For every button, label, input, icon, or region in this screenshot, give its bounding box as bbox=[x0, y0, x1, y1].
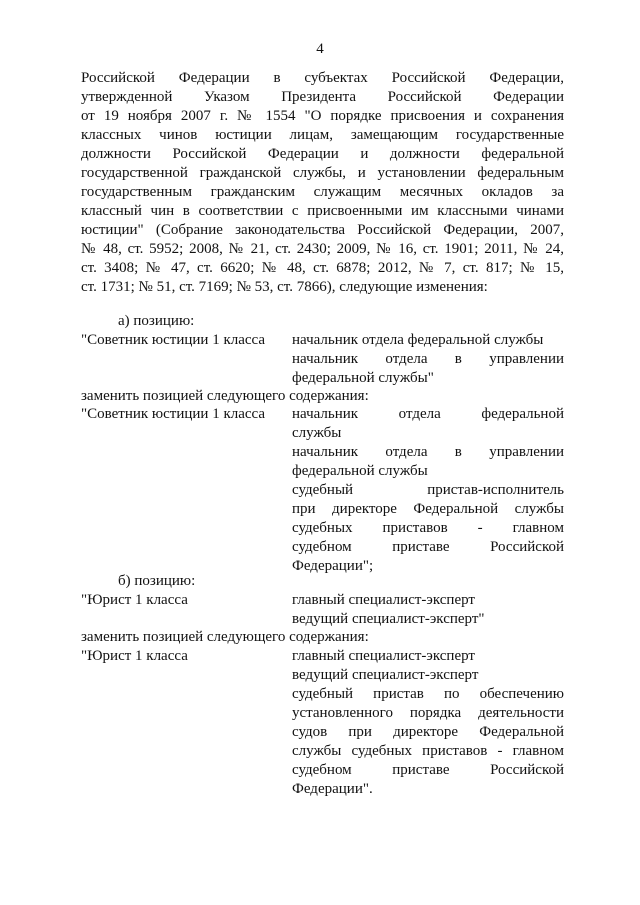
intro-line: от 19 ноября 2007 г. № 1554 "О порядке присвоения и сохранения bbox=[81, 108, 564, 124]
block3-line: ведущий специалист-эксперт" bbox=[292, 611, 485, 627]
block1-line: начальник отдела федеральной службы bbox=[292, 332, 544, 348]
block1-right bbox=[292, 331, 564, 388]
block4-line: судов при директоре Федеральной bbox=[292, 724, 564, 740]
intro-line: утвержденной Указом Президента Российской Федерации bbox=[81, 89, 564, 105]
block3-line: главный специалист-эксперт bbox=[292, 592, 475, 608]
block2-left: "Советник юстиции 1 класса bbox=[81, 406, 266, 422]
item-b-label: б) позицию: bbox=[118, 573, 196, 589]
block1-line: начальник отдела в управлении bbox=[292, 351, 564, 367]
item-a-label: а) позицию: bbox=[118, 313, 195, 329]
intro-line: классный чин в соответствии с присвоенными им классными чинами bbox=[81, 203, 564, 219]
intro-line: ст. 3408; № 47, ст. 6620; № 48, ст. 6878; 2012, № 7, ст. 817; № 15, bbox=[81, 260, 564, 276]
block3-right bbox=[292, 591, 564, 629]
intro-line: должности Российской Федерации и должности федеральной bbox=[81, 146, 564, 162]
block2-line: судебных приставов - главном bbox=[292, 520, 564, 536]
block4-line: установленного порядка деятельности bbox=[292, 705, 564, 721]
intro-line: № 48, ст. 5952; 2008, № 21, ст. 2430; 2009, № 16, ст. 1901; 2011, № 24, bbox=[81, 241, 564, 257]
block2-line: начальник отдела федеральной bbox=[292, 406, 564, 422]
intro-line: Российской Федерации в субъектах Российской Федерации, bbox=[81, 70, 564, 86]
intro-line: классных чинов юстиции лицам, замещающим государственные bbox=[81, 127, 564, 143]
block2-line: начальник отдела в управлении bbox=[292, 444, 564, 460]
intro-line: государственным гражданским служащим месячных окладов за bbox=[81, 184, 564, 200]
block2-line: при директоре Федеральной службы bbox=[292, 501, 564, 517]
block4-right bbox=[292, 647, 564, 799]
block1-line: федеральной службы" bbox=[292, 370, 434, 386]
block2-line: судебном приставе Российской bbox=[292, 539, 564, 555]
intro-line: юстиции" (Собрание законодательства Российской Федерации, 2007, bbox=[81, 222, 564, 238]
block4-line: службы судебных приставов - главном bbox=[292, 743, 564, 759]
intro-line: государственной гражданской службы, и установлении федеральным bbox=[81, 165, 564, 181]
block4-line: судебный пристав по обеспечению bbox=[292, 686, 564, 702]
replace-label-2: заменить позицией следующего содержания: bbox=[81, 629, 369, 645]
block4-line: судебном приставе Российской bbox=[292, 762, 564, 778]
block2-line: судебный пристав-исполнитель bbox=[292, 482, 564, 498]
block4-left: "Юрист 1 класса bbox=[81, 648, 188, 664]
block4-line: ведущий специалист-эксперт bbox=[292, 667, 479, 683]
intro-line: ст. 1731; № 51, ст. 7169; № 53, ст. 7866), следующие изменения: bbox=[81, 279, 488, 295]
page-number: 4 bbox=[316, 41, 324, 57]
replace-label-1: заменить позицией следующего содержания: bbox=[81, 388, 369, 404]
block3-left: "Юрист 1 класса bbox=[81, 592, 188, 608]
intro-paragraph bbox=[81, 69, 564, 297]
block4-line: главный специалист-эксперт bbox=[292, 648, 475, 664]
block2-line: Федерации"; bbox=[292, 558, 374, 574]
block2-line: федеральной службы bbox=[292, 463, 428, 479]
block4-line: Федерации". bbox=[292, 781, 373, 797]
block2-line: службы bbox=[292, 425, 342, 441]
block1-left: "Советник юстиции 1 класса bbox=[81, 332, 266, 348]
block2-right bbox=[292, 405, 564, 576]
